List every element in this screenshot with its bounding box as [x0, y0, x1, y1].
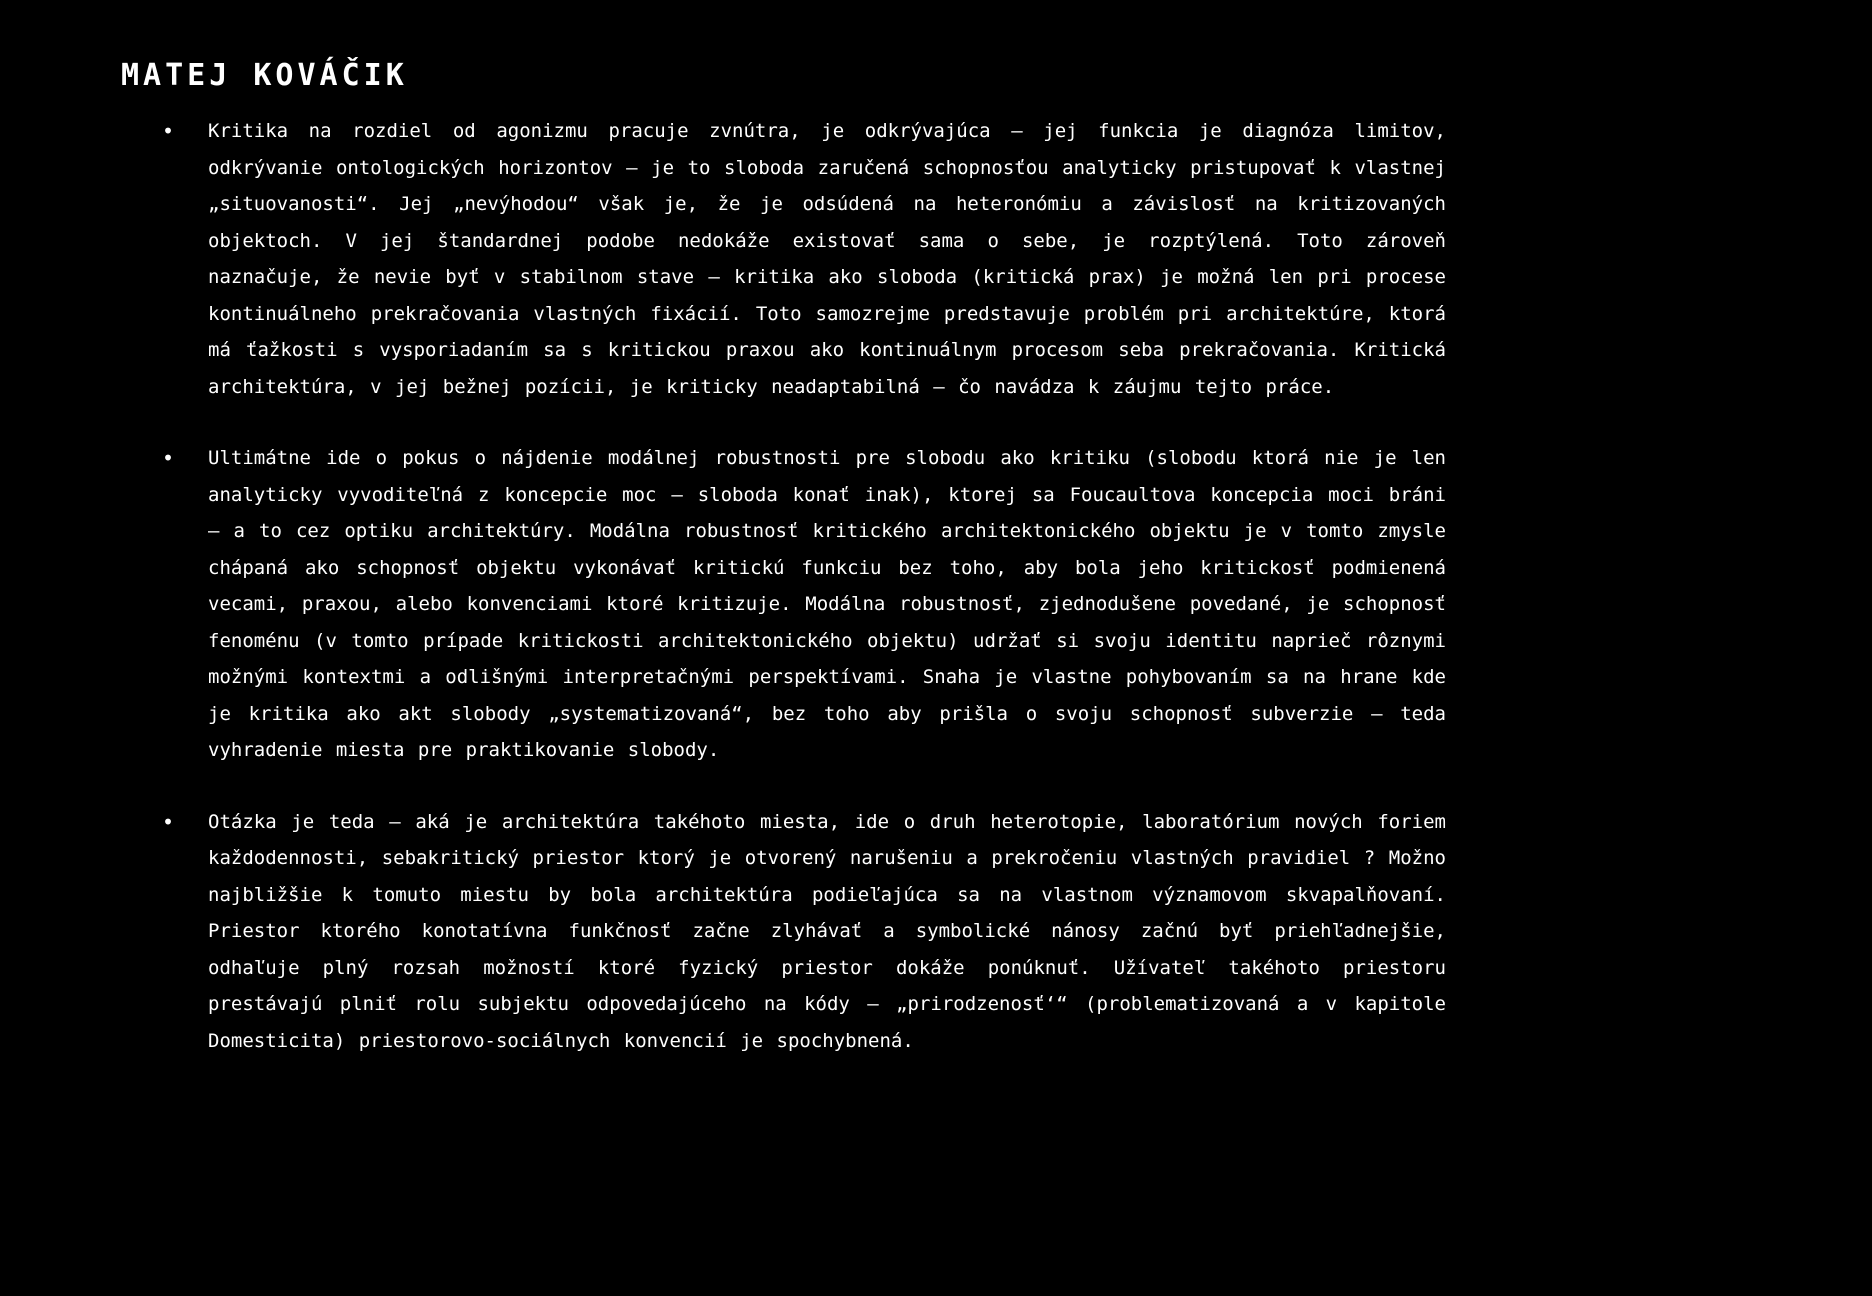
bullet-item-2	[160, 440, 1446, 769]
bullet-text-3: Otázka je teda – aká je architektúra takéhoto miesta, ide o druh heterotopie, laboratórium nových foriem každodennosti, sebakritický priestor ktorý je otvorený narušeniu a prekročeniu vlastných pravidiel ? Možno najbližšie k tomuto miestu by bola architektúra podieľajúca sa na vlastnom významovom skvapalňovaní. Priestor ktorého konotatívna funkčnosť začne zlyhávať a symbolické nánosy začnú byť priehľadnejšie, odhaľuje plný rozsah možností ktoré fyzický priestor dokáže ponúknuť. Užívateľ takéhoto priestoru prestávajú plniť rolu subjektu odpovedajúceho na kódy – „prirodzenosť‘“ (problematizovaná a v kapitole Domesticita) priestorovo-sociálnych konvencií je spochybnená.	[208, 810, 1446, 1052]
bullet-text-2: Ultimátne ide o pokus o nájdenie modálnej robustnosti pre slobodu ako kritiku (slobodu ktorá nie je len analyticky vyvoditeľná z koncepcie moc – sloboda konať inak), ktorej sa Foucaultova koncepcia moci bráni – a to cez optiku architektúry. Modálna robustnosť kritického architektonického objektu je v tomto zmysle chápaná ako schopnosť objektu vykonávať kritickú funkciu bez toho, aby bola jeho kritickosť podmienená vecami, praxou, alebo konvenciami ktoré kritizuje. Modálna robustnosť, zjednodušene povedané, je schopnosť fenoménu (v tomto prípade kritickosti architektonického objektu) udržať si svoju identitu naprieč rôznymi možnými kontextmi a odlišnými interpretačnými perspektívami. Snaha je vlastne pohybovaním sa na hrane kde je kritika ako akt slobody „systematizovaná“, bez toho aby prišla o svoju schopnosť subverzie – teda vyhradenie miesta pre praktikovanie slobody.	[208, 447, 1446, 761]
bullet-icon: •	[162, 446, 175, 470]
bullet-icon: •	[162, 119, 175, 143]
bullet-item-1	[160, 113, 1446, 405]
page-title: MATEJ KOVÁČIK	[121, 58, 408, 93]
bullet-text-1: Kritika na rozdiel od agonizmu pracuje zvnútra, je odkrývajúca – jej funkcia je diagnóza limitov, odkrývanie ontologických horizontov – je to sloboda zaručená schopnosťou analyticky pristupovať k vlastnej „situovanosti“. Jej „nevýhodou“ však je, že je odsúdená na heteronómiu a závislosť na kritizovaných objektoch. V jej štandardnej podobe nedokáže existovať sama o sebe, je rozptýlená. Toto zároveň naznačuje, že nevie byť v stabilnom stave – kritika ako sloboda (kritická prax) je možná len pri procese kontinuálneho prekračovania vlastných fixácií. Toto samozrejme predstavuje problém pri architektúre, ktorá má ťažkosti s vysporiadaním sa s kritickou praxou ako kontinuálnym procesom seba prekračovania. Kritická architektúra, v jej bežnej pozícii, je kriticky neadaptabilná – čo navádza k záujmu tejto práce.	[208, 120, 1446, 398]
bullet-icon: •	[162, 809, 175, 834]
bullet-item-3	[160, 804, 1446, 1060]
bullet-list	[160, 113, 1446, 1094]
